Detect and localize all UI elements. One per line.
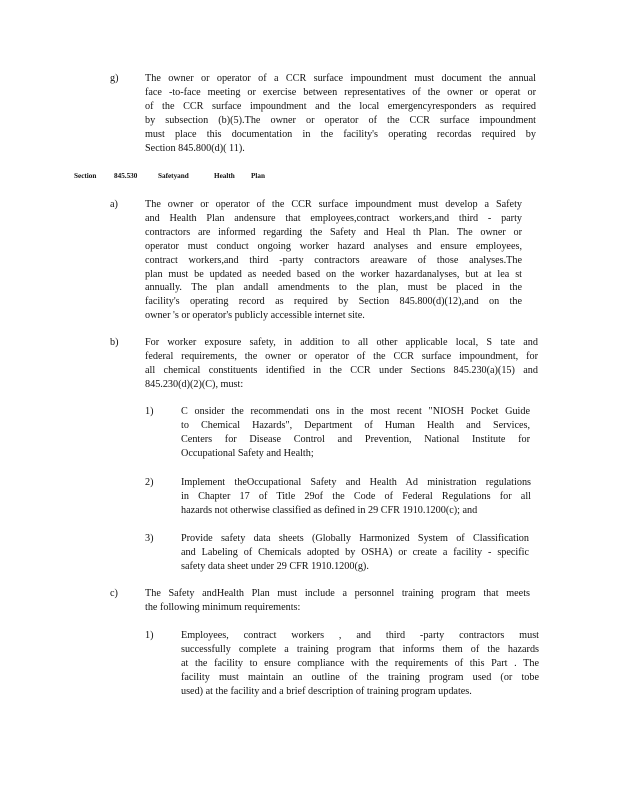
- text-line: The Safety andHealth Plan must include a personnel training program that meets: [145, 588, 530, 599]
- text-line: to Chemical Hazards", Department of Human Health and Services,: [181, 419, 530, 431]
- paragraph-c: [145, 587, 530, 615]
- text-line: Implement theOccupational Safety and Health Ad ministration regulations: [181, 477, 531, 488]
- paragraph-label-c: c): [110, 588, 118, 599]
- paragraph-label-g: g): [110, 73, 119, 84]
- list-item-c1: [181, 629, 539, 699]
- text-line: successfully complete a training program that informs them of the hazards: [181, 643, 539, 655]
- list-item-b3: [181, 532, 529, 574]
- section-heading-word: Section: [74, 172, 97, 180]
- text-line: annually. The plan andall amendments to the plan, must be placed in the: [145, 282, 522, 294]
- section-heading-number: 845.530: [114, 172, 138, 180]
- text-line: contract workers,and third -party contractors areaware of those analyses.The: [145, 254, 522, 266]
- text-line: federal requirements, the owner or operator of the CCR surface impoundment, for: [145, 350, 538, 362]
- text-line: For worker exposure safety, in addition to all other applicable local, S tate and: [145, 337, 538, 348]
- text-line: The owner or operator of a CCR surface impoundment must document the annual: [145, 73, 536, 84]
- section-heading-title-b: Health: [214, 172, 235, 180]
- item-label-b1: 1): [145, 406, 154, 417]
- list-item-b2: [181, 476, 531, 518]
- paragraph-label-a: a): [110, 199, 118, 210]
- text-line: and Health Plan andensure that employees,contract workers,and third - party: [145, 212, 522, 224]
- text-line: safety data sheet under 29 CFR 1910.1200(g).: [181, 560, 369, 572]
- text-line: in Chapter 17 of Title 29of the Code of Federal Regulations for all: [181, 490, 531, 502]
- item-label-b3: 3): [145, 533, 154, 544]
- section-heading-title-a: Safetyand: [158, 172, 189, 180]
- paragraph-b: [145, 336, 538, 392]
- text-line: face -to-face meeting or exercise between representatives of the owner or operat or: [145, 86, 536, 98]
- item-label-c1: 1): [145, 630, 154, 641]
- text-line: owner 's or operator's publicly accessible internet site.: [145, 310, 365, 322]
- text-line: facility's operating record as required by Section 845.800(d)(12),and on the: [145, 296, 522, 308]
- item-label-b2: 2): [145, 477, 154, 488]
- paragraph-g: [145, 72, 536, 155]
- list-item-b1: [181, 405, 530, 461]
- text-line: The owner or operator of the CCR surface impoundment must develop a Safety: [145, 199, 522, 210]
- text-line: Centers for Disease Control and Prevention, National Institute for: [181, 433, 530, 445]
- text-line: Provide safety data sheets (Globally Harmonized System of Classification: [181, 533, 529, 544]
- text-line: contractors are informed regarding the Safety and Heal th Plan. The owner or: [145, 226, 522, 238]
- text-line: Occupational Safety and Health;: [181, 447, 314, 459]
- text-line: plan must be updated as needed based on the worker hazardanalyses, but at lea st: [145, 268, 522, 280]
- text-line: Section 845.800(d)( 11).: [145, 142, 245, 154]
- text-line: 845.230(d)(2)(C), must:: [145, 378, 244, 390]
- text-line: and Labeling of Chemicals adopted by OSHA) or create a facility - specific: [181, 546, 529, 558]
- text-line: at the facility to ensure compliance with the requirements of this Part . The: [181, 657, 539, 669]
- text-line: the following minimum requirements:: [145, 601, 301, 613]
- paragraph-a: [145, 198, 522, 323]
- section-heading-title-c: Plan: [251, 172, 265, 180]
- text-line: C onsider the recommendati ons in the most recent "NIOSH Pocket Guide: [181, 406, 530, 417]
- text-line: by subsection (b)(5).The owner or operator of the CCR surface impoundment: [145, 114, 536, 126]
- paragraph-label-b: b): [110, 337, 119, 348]
- text-line: Employees, contract workers , and third -party contractors must: [181, 630, 539, 641]
- text-line: all chemical constituents identified in the CCR under Sections 845.230(a)(15) and: [145, 364, 538, 376]
- text-line: of the CCR surface impoundment and the local emergencyresponders as required: [145, 100, 536, 112]
- text-line: facility must maintain an outline of the training program used (or tobe: [181, 671, 539, 683]
- text-line: must place this documentation in the facility's operating recordas required by: [145, 128, 536, 140]
- text-line: hazards not otherwise classified as defined in 29 CFR 1910.1200(c); and: [181, 504, 478, 516]
- text-line: operator must conduct ongoing worker hazard analyses and ensure employees,: [145, 240, 522, 252]
- text-line: used) at the facility and a brief description of training program updates.: [181, 685, 472, 697]
